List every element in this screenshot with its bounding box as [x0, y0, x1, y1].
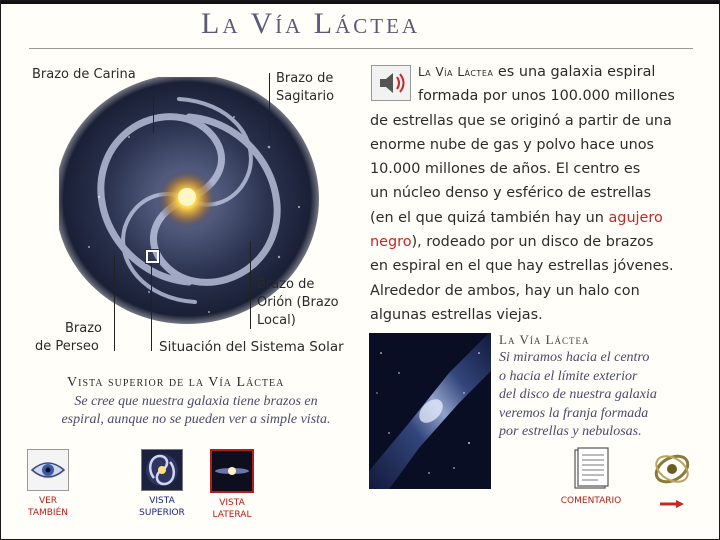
galaxy-caption	[31, 393, 361, 429]
ver-tambien-button[interactable]	[23, 449, 73, 519]
text-span: formada por unos 100.000 millones	[418, 88, 675, 105]
eye-icon	[27, 449, 69, 491]
vista-lateral-button[interactable]	[205, 449, 259, 521]
label-situacion-sistema-solar: Situación del Sistema Solar	[159, 339, 344, 355]
label-brazo-sagitario-1: Brazo de	[276, 71, 334, 86]
vista-lateral-label-2: LATERAL	[212, 510, 252, 520]
galaxy-caption-line: Se cree que nuestra galaxia tiene brazos en	[74, 394, 318, 409]
ver-tambien-label-2: TAMBIÉN	[28, 508, 68, 518]
label-brazo-carina: Brazo de Carina	[32, 67, 136, 82]
text-line	[370, 230, 700, 254]
comentario-label: COMENTARIO	[560, 496, 622, 506]
photo-caption-line: por estrellas y nebulosas.	[499, 424, 642, 439]
photo-caption-line: o hacia el límite exterior	[499, 368, 638, 384]
top-border	[1, 1, 719, 4]
galaxy-top-icon	[141, 449, 183, 491]
photo-caption-line: veremos la franja formada	[499, 405, 649, 421]
label-brazo-orion-3: Local)	[257, 313, 296, 328]
label-brazo-perseo-2: de Perseo	[35, 339, 99, 354]
photo-caption-line: del disco de nuestra galaxia	[499, 387, 657, 402]
text-line: 10.000 millones de años. El centro es	[370, 161, 641, 178]
vista-lateral-label-1: VISTA	[219, 498, 245, 508]
label-brazo-orion-1: Brazo de	[257, 277, 315, 292]
solar-system-marker	[146, 250, 159, 263]
page-title: La Vía Láctea	[201, 7, 421, 40]
galaxy-caption-line: espiral, aunque no se pueden ver a simple vista.	[61, 412, 331, 427]
vista-superior-button[interactable]	[133, 449, 191, 519]
text-line: enorme nube de gas y polvo hace unos	[370, 136, 655, 153]
main-description	[370, 60, 700, 327]
label-brazo-sagitario-2: Sagitario	[276, 89, 335, 104]
arrow-right-icon	[660, 495, 684, 513]
text-span: La Vía Láctea	[418, 65, 494, 79]
text-span: (en el que quizá también hay un	[370, 209, 609, 226]
leader-orion	[250, 241, 251, 329]
text-line: algunas estrellas viejas.	[370, 306, 543, 323]
text-line: de estrellas que se originó a partir de una	[370, 112, 672, 129]
photo-caption	[499, 349, 709, 442]
comentario-button[interactable]	[553, 447, 629, 507]
photo-caption-title: La Vía Láctea	[499, 332, 590, 347]
milky-way-photo	[369, 333, 491, 489]
galaxy-side-icon	[210, 449, 254, 493]
ver-tambien-label-1: VER	[38, 496, 58, 506]
text-line	[370, 206, 700, 230]
text-line: Alrededor de ambos, hay un halo con	[370, 282, 640, 299]
leader-carina	[153, 85, 154, 133]
label-brazo-orion-2: Orión (Brazo	[257, 295, 339, 310]
orbit-logo-icon	[650, 449, 694, 489]
label-brazo-perseo-1: Brazo	[65, 321, 103, 336]
photo-caption-line: Si miramos hacia el centro	[499, 350, 650, 365]
document-icon	[571, 447, 611, 491]
text-line	[370, 84, 700, 108]
leader-sagitario	[269, 73, 270, 139]
link-agujero-negro[interactable]: agujero	[608, 209, 663, 226]
galaxy-caption-title: Vista superior de la Vía Láctea	[67, 375, 285, 390]
next-button[interactable]	[649, 449, 695, 513]
text-line	[370, 60, 700, 84]
link-agujero-negro[interactable]: negro	[370, 234, 412, 251]
text-line: un núcleo denso y esférico de estrellas	[370, 185, 652, 202]
title-divider	[29, 48, 693, 49]
vista-superior-label-1: VISTA	[149, 496, 175, 506]
leader-sistema-solar	[151, 263, 152, 351]
text-span: ), rodeado por un disco de brazos	[411, 234, 654, 251]
vista-superior-label-2: SUPERIOR	[139, 508, 185, 518]
leader-perseo	[114, 255, 115, 351]
text-line: en espiral en el que hay estrellas jóvenes.	[370, 258, 674, 275]
text-span: es una galaxia espiral	[493, 64, 656, 80]
